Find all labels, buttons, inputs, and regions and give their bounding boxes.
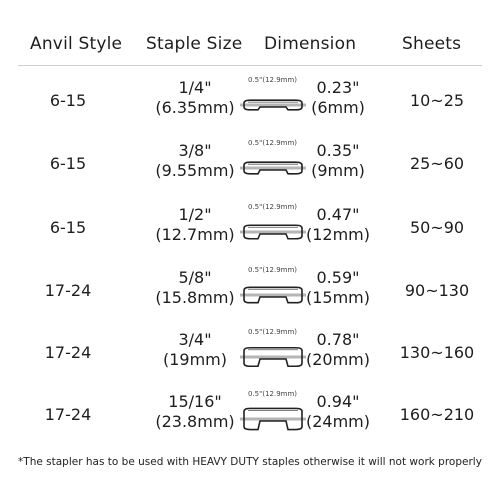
sheets-cell: 10~25 (409, 91, 465, 110)
dimension-inch: 0.47" (316, 205, 360, 224)
anvil-style-cell: 17-24 (44, 405, 92, 424)
dimension-mm: (9mm) (311, 161, 365, 180)
dimension-cell (300, 141, 376, 181)
staple-icon (240, 278, 306, 312)
staple-diagram (240, 76, 306, 122)
staple-size-cell (140, 392, 250, 432)
staple-diagram (240, 266, 306, 312)
staple-diagram (240, 203, 306, 249)
header-anvil-style: Anvil Style (30, 34, 123, 54)
table-row (0, 322, 500, 382)
staple-diagram (240, 390, 306, 436)
dimension-cell (300, 330, 376, 370)
staple-size-cell (140, 330, 250, 370)
staple-size-inch: 1/2" (178, 205, 212, 224)
sheets-cell: 90~130 (404, 281, 470, 300)
dimension-inch: 0.23" (316, 78, 360, 97)
sheets-cell: 160~210 (399, 405, 475, 424)
staple-icon (240, 88, 306, 122)
staple-size-mm: (9.55mm) (155, 161, 235, 180)
table-row (0, 260, 500, 320)
table-row (0, 70, 500, 130)
sheets-cell: 50~90 (409, 218, 465, 237)
staple-size-cell (140, 205, 250, 245)
table-row (0, 197, 500, 257)
staple-size-inch: 3/4" (178, 330, 212, 349)
staple-size-inch: 15/16" (168, 392, 222, 411)
staple-size-mm: (19mm) (162, 350, 227, 369)
table-row (0, 133, 500, 193)
staple-size-mm: (23.8mm) (155, 412, 235, 431)
dimension-mm: (24mm) (305, 412, 370, 431)
staple-width-label: 0.5"(12.9mm) (248, 266, 298, 274)
dimension-mm: (12mm) (305, 225, 370, 244)
staple-icon (240, 340, 306, 374)
table-row (0, 384, 500, 444)
staple-size-inch: 5/8" (178, 268, 212, 287)
staple-size-cell (140, 141, 250, 181)
table-header (0, 34, 500, 58)
anvil-style-cell: 6-15 (49, 218, 87, 237)
dimension-inch: 0.78" (316, 330, 360, 349)
dimension-cell (300, 392, 376, 432)
staple-size-cell (140, 78, 250, 118)
staple-width-label: 0.5"(12.9mm) (248, 390, 298, 398)
staple-size-mm: (15.8mm) (155, 288, 235, 307)
staple-width-label: 0.5"(12.9mm) (248, 76, 298, 84)
dimension-mm: (6mm) (311, 98, 365, 117)
header-sheets: Sheets (402, 34, 462, 54)
header-staple-size: Staple Size (146, 34, 243, 54)
staple-width-label: 0.5"(12.9mm) (248, 139, 298, 147)
anvil-style-cell: 17-24 (44, 343, 92, 362)
sheets-cell: 25~60 (409, 154, 465, 173)
staple-icon (240, 215, 306, 249)
dimension-mm: (15mm) (305, 288, 370, 307)
sheets-cell: 130~160 (399, 343, 475, 362)
dimension-cell (300, 268, 376, 308)
anvil-style-cell: 6-15 (49, 154, 87, 173)
staple-width-label: 0.5"(12.9mm) (248, 328, 298, 336)
anvil-style-cell: 17-24 (44, 281, 92, 300)
dimension-inch: 0.59" (316, 268, 360, 287)
footnote: *The stapler has to be used with HEAVY DUTY staples otherwise it will not work properly (18, 456, 482, 468)
dimension-mm: (20mm) (305, 350, 370, 369)
header-dimension: Dimension (264, 34, 357, 54)
staple-size-mm: (6.35mm) (155, 98, 235, 117)
staple-size-mm: (12.7mm) (155, 225, 235, 244)
staple-width-label: 0.5"(12.9mm) (248, 203, 298, 211)
staple-size-cell (140, 268, 250, 308)
header-divider (18, 65, 482, 66)
dimension-cell (300, 205, 376, 245)
staple-size-inch: 3/8" (178, 141, 212, 160)
staple-diagram (240, 328, 306, 374)
staple-size-inch: 1/4" (178, 78, 212, 97)
anvil-style-cell: 6-15 (49, 91, 87, 110)
dimension-cell (300, 78, 376, 118)
staple-diagram (240, 139, 306, 185)
staple-icon (240, 402, 306, 436)
staple-icon (240, 151, 306, 185)
dimension-inch: 0.94" (316, 392, 360, 411)
dimension-inch: 0.35" (316, 141, 360, 160)
